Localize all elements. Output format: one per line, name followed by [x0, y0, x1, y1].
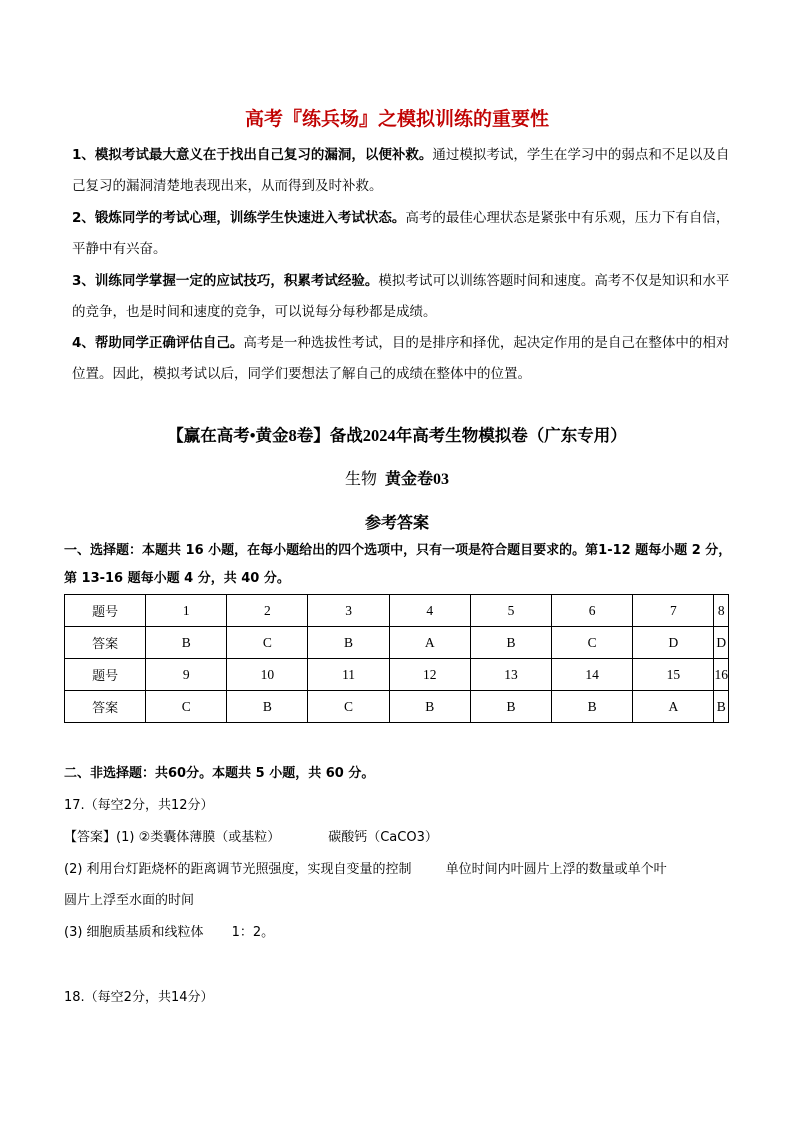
table-cell: B [308, 627, 389, 659]
table-cell: B [227, 691, 308, 723]
table-cell: B [470, 627, 551, 659]
table-cell: B [470, 691, 551, 723]
question-17-answer-line-4 [64, 917, 736, 948]
intro-item-heading: 4、帮助同学正确评估自己。 [72, 335, 244, 351]
answer-2-part-a: (2) 利用台灯距烧杯的距离调节光照强度，实现自变量的控制 [64, 862, 412, 877]
volume-name: 黄金卷03 [385, 471, 450, 488]
subject-name: 生物 [344, 471, 377, 488]
table-cell: C [308, 691, 389, 723]
table-cell: 5 [470, 595, 551, 627]
answer-table [64, 594, 729, 723]
table-cell: C [146, 691, 227, 723]
table-cell: 11 [308, 659, 389, 691]
section-choice-header: 一、选择题：本题共 16 小题，在每小题给出的四个选项中，只有一项是符合题目要求的。第1-12 题每小题 2 分，第 13-16 题每小题 4 分，共 40 分。 [64, 543, 732, 586]
answer-label: 【答案】 [64, 830, 117, 845]
answer-3-part-a: (3) 细胞质基质和线粒体 [64, 925, 204, 940]
intro-item-heading: 1、模拟考试最大意义在于找出自己复习的漏洞，以便补救。 [72, 147, 433, 163]
table-cell: A [389, 627, 470, 659]
table-cell: D [714, 627, 729, 659]
answer-1-part-b: 碳酸钙（CaCO3） [328, 830, 438, 845]
intro-item [72, 140, 732, 202]
answer-1-part-a: (1) ②类囊体薄膜（或基粒） [116, 830, 281, 845]
table-cell: 6 [552, 595, 633, 627]
intro-item [72, 203, 732, 265]
intro-item-heading: 2、锻炼同学的考试心理，训练学生快速进入考试状态。 [72, 210, 406, 226]
table-cell: C [227, 627, 308, 659]
table-cell: 16 [714, 659, 729, 691]
table-cell: 14 [552, 659, 633, 691]
answer-3-part-b: 1：2。 [231, 925, 275, 940]
table-row-label: 答案 [65, 691, 146, 723]
question-17-answer-line-1 [64, 822, 736, 853]
answers-heading: 参考答案 [364, 515, 429, 532]
answer-2-part-b: 单位时间内叶圆片上浮的数量或单个叶 [445, 862, 667, 877]
table-cell: 3 [308, 595, 389, 627]
table-row [65, 659, 729, 691]
table-cell: D [633, 627, 714, 659]
table-cell: 8 [714, 595, 729, 627]
question-17-answer-line-3: 圆片上浮至水面的时间 [64, 893, 195, 908]
table-row [65, 691, 729, 723]
table-row-label: 题号 [65, 659, 146, 691]
intro-item-text: 模拟考试可以训练答题时间和速度。高考不仅是知识和水平的竞争，也是时间和速度的竞争，可以说每分每秒都是成绩。 [72, 273, 730, 320]
section-nonchoice-header: 二、非选择题：共60分。本题共 5 小题，共 60 分。 [64, 766, 375, 781]
intro-item-heading: 3、训练同学掌握一定的应试技巧，积累考试经验。 [72, 273, 379, 289]
intro-item [72, 328, 732, 390]
question-18-header: 18.（每空2分，共14分） [64, 990, 214, 1005]
table-cell: 15 [633, 659, 714, 691]
table-cell: 2 [227, 595, 308, 627]
table-cell: B [146, 627, 227, 659]
intro-item-text: 高考的最佳心理状态是紧张中有乐观，压力下有自信，平静中有兴奋。 [72, 210, 730, 257]
intro-item-text: 高考是一种选拔性考试，目的是排序和择优，起决定作用的是自己在整体中的相对位置。因此，模拟考试以后，同学们要想法了解自己的成绩在整体中的位置。 [72, 335, 730, 382]
table-row-label: 答案 [65, 627, 146, 659]
table-row [65, 627, 729, 659]
subject-line [0, 466, 794, 489]
table-cell: B [552, 691, 633, 723]
page-title: 高考『练兵场』之模拟训练的重要性 [244, 108, 549, 130]
table-row [65, 595, 729, 627]
table-cell: 7 [633, 595, 714, 627]
question-17-header: 17.（每空2分，共12分） [64, 798, 214, 813]
table-cell: B [389, 691, 470, 723]
table-cell: 12 [389, 659, 470, 691]
table-cell: C [552, 627, 633, 659]
exam-title: 【赢在高考•黄金8卷】备战2024年高考生物模拟卷（广东专用） [167, 426, 627, 445]
table-cell: 1 [146, 595, 227, 627]
table-cell: 9 [146, 659, 227, 691]
table-cell: 13 [470, 659, 551, 691]
table-cell: A [633, 691, 714, 723]
question-17-answer-line-2 [64, 854, 736, 885]
intro-item-text: 通过模拟考试，学生在学习中的弱点和不足以及自己复习的漏洞清楚地表现出来，从而得到及时补救。 [72, 147, 730, 194]
intro-item [72, 266, 732, 328]
table-row-label: 题号 [65, 595, 146, 627]
table-cell: B [714, 691, 729, 723]
table-cell: 10 [227, 659, 308, 691]
table-cell: 4 [389, 595, 470, 627]
